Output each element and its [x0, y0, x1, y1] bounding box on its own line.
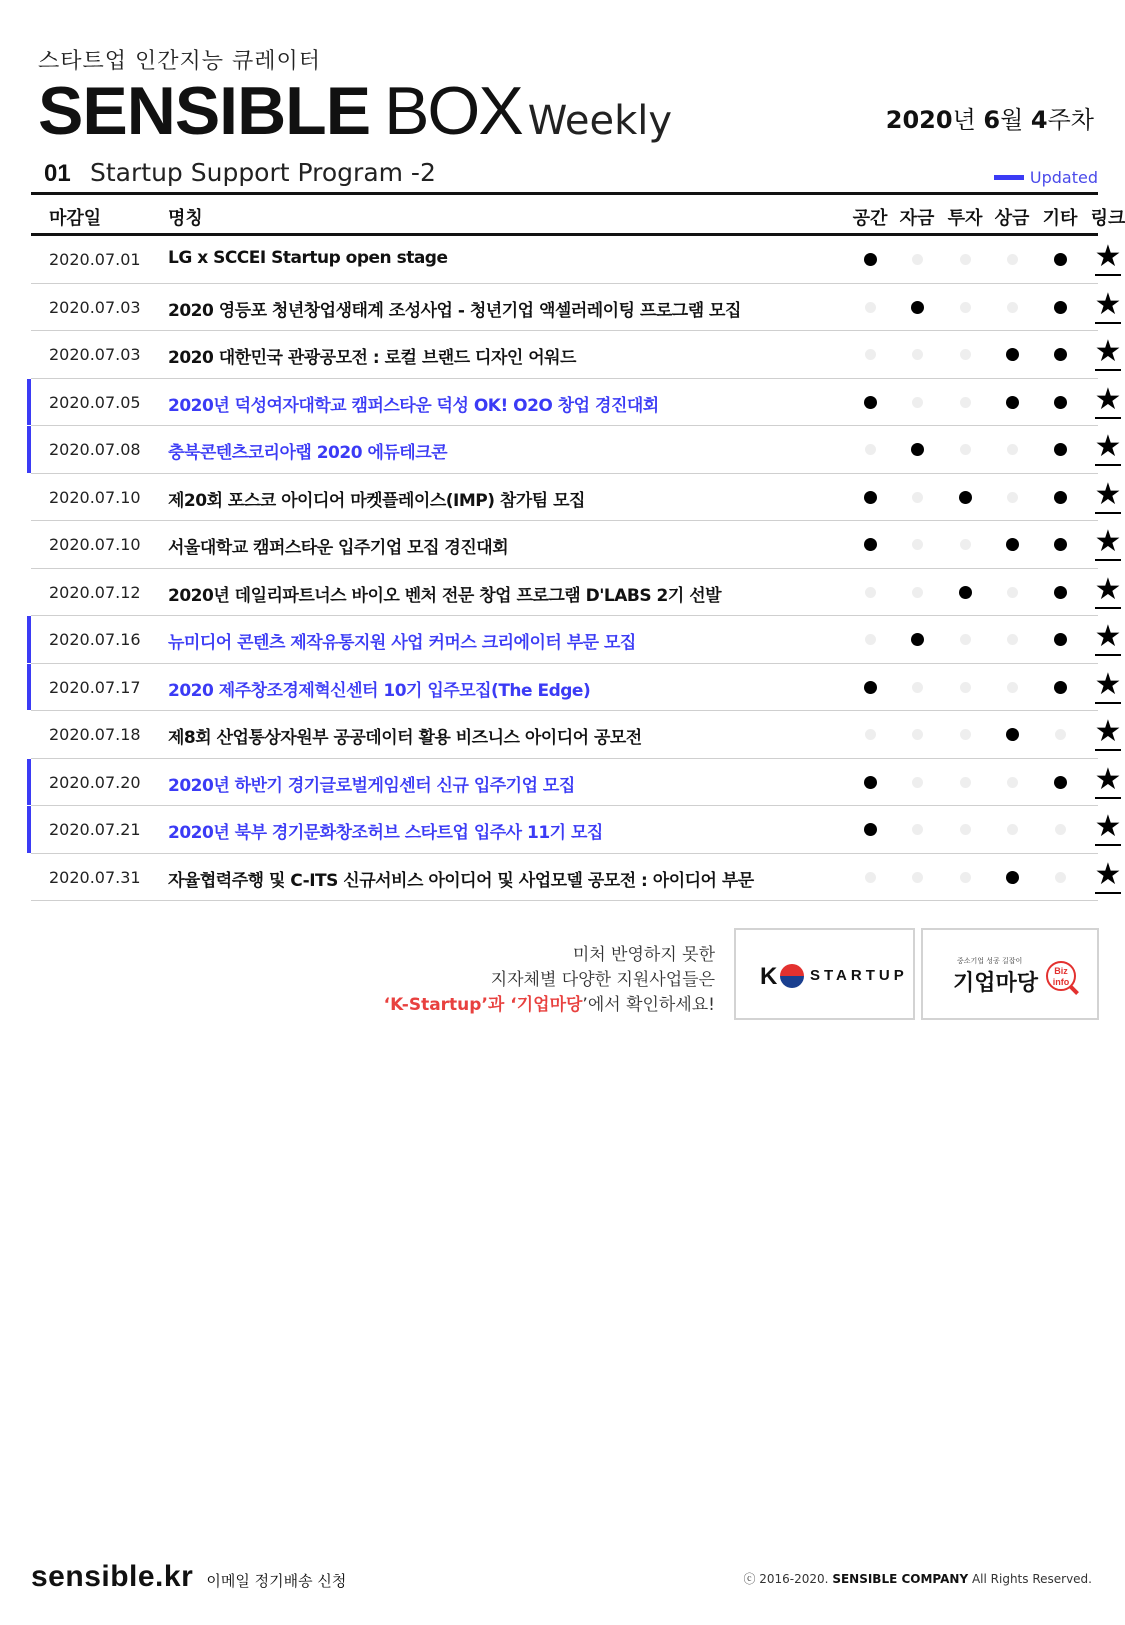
issue-month-unit: 월 — [1000, 106, 1024, 134]
star-link-icon[interactable]: ★ — [1094, 476, 1122, 512]
table-header — [31, 192, 1125, 236]
header-name: 명칭 — [168, 208, 203, 229]
dot-etc-on — [1054, 491, 1067, 504]
dot-invest-off — [960, 254, 971, 265]
star-link-icon[interactable]: ★ — [1094, 619, 1122, 654]
row-deadline: 2020.07.17 — [49, 677, 141, 697]
star-link-icon[interactable]: ★ — [1094, 666, 1122, 702]
dot-etc-off — [1055, 824, 1066, 835]
copyright — [743, 1570, 1092, 1587]
dot-etc-on — [1054, 776, 1067, 789]
dot-fund-off — [912, 872, 923, 883]
brand-main: SENSIBLE — [38, 73, 371, 149]
row-deadline: 2020.07.16 — [49, 630, 141, 649]
dot-etc-on — [1054, 348, 1067, 361]
dot-space-off — [865, 634, 876, 645]
program-table — [31, 192, 1125, 901]
dot-etc-on — [1054, 538, 1067, 551]
notice-text — [380, 943, 715, 1018]
dot-space-on — [864, 253, 877, 266]
dot-etc-off — [1055, 729, 1066, 740]
dot-prize-on — [1006, 396, 1019, 409]
issue-week-unit: 주차 — [1047, 106, 1094, 134]
table-row — [31, 426, 1122, 474]
bizinfo-tagline: 중소기업 성공 길잡이 — [957, 957, 1023, 965]
dot-fund-off — [912, 824, 923, 835]
dot-space-on — [864, 776, 877, 789]
issue-week: 4 — [1030, 106, 1048, 134]
row-program-name: 2020년 하반기 경기글로벌게임센터 신규 입주기업 모집 — [168, 775, 575, 796]
header-date: 마감일 — [49, 208, 102, 229]
star-link-icon[interactable]: ★ — [1094, 714, 1122, 749]
issue-date — [886, 100, 1094, 135]
section-title: Startup Support Program -2 — [90, 158, 436, 187]
dot-invest-on — [959, 491, 972, 504]
dot-invest-off — [960, 872, 971, 883]
kstartup-logo-link[interactable] — [734, 928, 915, 1020]
site-link[interactable]: sensible.kr — [31, 1560, 194, 1593]
dot-etc-on — [1054, 301, 1067, 314]
dot-space-off — [865, 349, 876, 360]
dot-etc-on — [1054, 681, 1067, 694]
dot-prize-on — [1006, 538, 1019, 551]
magnifier-handle — [1069, 985, 1079, 995]
row-program-name: 뉴미디어 콘텐츠 제작유통지원 사업 커머스 크리에이터 부문 모집 — [168, 633, 636, 653]
dot-space-on — [864, 396, 877, 409]
dot-invest-off — [960, 729, 971, 740]
kstartup-k-letter: K — [760, 963, 778, 990]
row-program-name: 충북콘텐츠코리아랩 2020 에듀테크콘 — [168, 443, 448, 463]
dot-space-on — [864, 681, 877, 694]
star-link-icon[interactable]: ★ — [1094, 239, 1122, 274]
brand-logo — [38, 72, 672, 150]
dot-prize-off — [1007, 777, 1018, 788]
row-deadline: 2020.07.21 — [49, 820, 141, 839]
row-deadline: 2020.07.01 — [49, 250, 141, 269]
header-invest: 투자 — [947, 208, 983, 229]
bizinfo-wordmark: 기업마당 — [953, 971, 1039, 996]
header — [38, 44, 1098, 149]
star-link-icon[interactable]: ★ — [1094, 381, 1122, 417]
issue-month: 6 — [983, 106, 1001, 134]
dot-invest-off — [960, 397, 971, 408]
star-link-icon[interactable]: ★ — [1094, 856, 1122, 892]
row-deadline: 2020.07.18 — [49, 725, 141, 744]
notice-bizinfo: 기업마당 — [516, 995, 583, 1015]
dot-prize-off — [1007, 254, 1018, 265]
copyright-company: SENSIBLE COMPANY — [832, 1572, 969, 1586]
row-deadline: 2020.07.12 — [49, 582, 141, 602]
row-program-name: 2020 대한민국 관광공모전 : 로컬 브랜드 디자인 어워드 — [168, 348, 576, 368]
header-prize: 상금 — [994, 208, 1030, 229]
copyright-rights: All Rights Reserved. — [971, 1572, 1092, 1586]
footer-left — [31, 1560, 346, 1594]
dot-fund-off — [912, 492, 923, 503]
row-deadline: 2020.07.03 — [49, 297, 141, 317]
dot-etc-on — [1054, 396, 1067, 409]
dot-fund-off — [912, 777, 923, 788]
dot-invest-off — [960, 777, 971, 788]
dot-fund-off — [912, 349, 923, 360]
dot-invest-off — [960, 634, 971, 645]
row-deadline: 2020.07.10 — [49, 535, 141, 554]
star-link-icon[interactable]: ★ — [1094, 334, 1122, 369]
notice-quote-close: ’에서 확인하세요! — [582, 995, 715, 1015]
header-space: 공간 — [852, 208, 888, 229]
table-row — [31, 236, 1122, 284]
dot-fund-off — [912, 729, 923, 740]
row-program-name: 제8회 산업통상자원부 공공데이터 활용 비즈니스 아이디어 공모전 — [168, 728, 642, 748]
dot-invest-off — [960, 349, 971, 360]
copyright-prefix: ⓒ 2016-2020. — [743, 1572, 829, 1586]
table-row — [31, 379, 1122, 427]
row-deadline: 2020.07.05 — [49, 392, 141, 412]
dot-prize-off — [1007, 302, 1018, 313]
dot-etc-on — [1054, 253, 1067, 266]
header-link: 링크 — [1090, 208, 1125, 229]
notice-line-2: 지자체별 다양한 지원사업들은 — [490, 970, 715, 990]
table-row — [31, 616, 1122, 664]
taegeuk-icon — [780, 964, 804, 988]
header-fund: 자금 — [899, 208, 935, 229]
table-row — [31, 806, 1122, 854]
notice-quote-mid: ’과 ‘ — [481, 995, 517, 1015]
dot-space-off — [865, 872, 876, 883]
row-program-name: 제20회 포스코 아이디어 마켓플레이스(IMP) 참가팀 모집 — [168, 490, 585, 511]
row-deadline: 2020.07.08 — [49, 440, 141, 459]
dot-invest-on — [959, 586, 972, 599]
dot-space-off — [865, 729, 876, 740]
brand-box: BOX — [384, 73, 522, 149]
dot-prize-on — [1006, 728, 1019, 741]
bizinfo-logo-link[interactable] — [921, 928, 1099, 1020]
star-link-icon[interactable]: ★ — [1094, 286, 1122, 322]
subtitle: 스타트업 인간지능 큐레이터 — [38, 49, 322, 74]
dot-space-on — [864, 538, 877, 551]
star-link-icon[interactable]: ★ — [1094, 809, 1122, 844]
issue-year-unit: 년 — [952, 106, 976, 134]
star-link-icon[interactable]: ★ — [1094, 571, 1122, 607]
kstartup-wordmark: STARTUP — [810, 967, 908, 984]
dot-prize-off — [1007, 824, 1018, 835]
row-program-name: 2020 영등포 청년창업생태계 조성사업 - 청년기업 액셀러레이팅 프로그램 모집 — [168, 300, 741, 321]
section-header — [38, 156, 1098, 194]
table-row — [31, 854, 1122, 902]
dot-invest-off — [960, 444, 971, 455]
issue-year: 2020 — [885, 106, 953, 134]
dot-prize-off — [1007, 587, 1018, 598]
header-etc: 기타 — [1042, 208, 1078, 229]
biz-badge-line2: info — [1052, 977, 1070, 987]
notice-quote-open: ‘ — [383, 995, 391, 1015]
dot-invest-off — [960, 539, 971, 550]
section-number: 01 — [44, 160, 71, 187]
dot-space-on — [864, 491, 877, 504]
dot-invest-off — [960, 682, 971, 693]
table-row — [31, 474, 1122, 522]
table-row — [31, 759, 1122, 807]
subscribe-link[interactable]: 이메일 정기배송 신청 — [206, 1572, 347, 1590]
row-deadline: 2020.07.10 — [49, 487, 141, 507]
star-link-icon[interactable]: ★ — [1094, 429, 1122, 464]
table-row — [31, 521, 1122, 569]
updated-legend-label: Updated — [1029, 168, 1098, 187]
dot-prize-on — [1006, 871, 1019, 884]
dot-prize-off — [1007, 492, 1018, 503]
row-program-name: 서울대학교 캠퍼스타운 입주기업 모집 경진대회 — [168, 538, 509, 558]
dot-fund-on — [911, 301, 924, 314]
dot-etc-on — [1054, 586, 1067, 599]
updated-legend — [994, 168, 1098, 187]
row-program-name: 2020년 데일리파트너스 바이오 벤처 전문 창업 프로그램 D'LABS 2기 선발 — [168, 585, 722, 606]
dot-invest-off — [960, 824, 971, 835]
notice-line-1: 미처 반영하지 못한 — [572, 945, 715, 965]
table-row — [31, 569, 1122, 617]
dot-space-on — [864, 823, 877, 836]
dot-invest-off — [960, 302, 971, 313]
star-link-icon[interactable]: ★ — [1094, 524, 1122, 559]
table-row — [31, 284, 1122, 332]
star-link-icon[interactable]: ★ — [1094, 761, 1122, 797]
dot-etc-off — [1055, 872, 1066, 883]
dot-fund-on — [911, 633, 924, 646]
biz-badge-line1: Biz — [1054, 966, 1068, 976]
row-deadline: 2020.07.20 — [49, 772, 141, 792]
dot-fund-off — [912, 682, 923, 693]
dot-prize-off — [1007, 444, 1018, 455]
row-program-name: LG x SCCEI Startup open stage — [168, 248, 448, 268]
brand-weekly: Weekly — [527, 98, 673, 144]
row-deadline: 2020.07.03 — [49, 345, 141, 364]
dot-space-off — [865, 444, 876, 455]
row-program-name: 2020 제주창조경제혁신센터 10기 입주모집(The Edge) — [168, 680, 591, 701]
dot-fund-off — [912, 539, 923, 550]
dot-fund-off — [912, 587, 923, 598]
dot-space-off — [865, 302, 876, 313]
notice-line-3 — [380, 993, 715, 1018]
dot-prize-off — [1007, 682, 1018, 693]
dot-fund-off — [912, 397, 923, 408]
table-row — [31, 664, 1122, 712]
dot-space-off — [865, 587, 876, 598]
row-deadline: 2020.07.31 — [49, 867, 141, 887]
dot-fund-off — [912, 254, 923, 265]
dot-etc-on — [1054, 633, 1067, 646]
dot-etc-on — [1054, 443, 1067, 456]
table-row — [31, 711, 1122, 759]
row-program-name: 2020년 북부 경기문화창조허브 스타트업 입주사 11기 모집 — [168, 823, 603, 843]
dot-fund-on — [911, 443, 924, 456]
table-body — [31, 236, 1122, 901]
row-program-name: 자율협력주행 및 C-ITS 신규서비스 아이디어 및 사업모델 공모전 : 아이디어 부문 — [168, 870, 754, 891]
dot-prize-off — [1007, 634, 1018, 645]
notice-kstartup: K-Startup — [390, 995, 482, 1015]
table-row — [31, 331, 1122, 379]
row-program-name: 2020년 덕성여자대학교 캠퍼스타운 덕성 OK! O2O 창업 경진대회 — [168, 395, 659, 416]
updated-legend-bar — [994, 175, 1024, 180]
dot-prize-on — [1006, 348, 1019, 361]
